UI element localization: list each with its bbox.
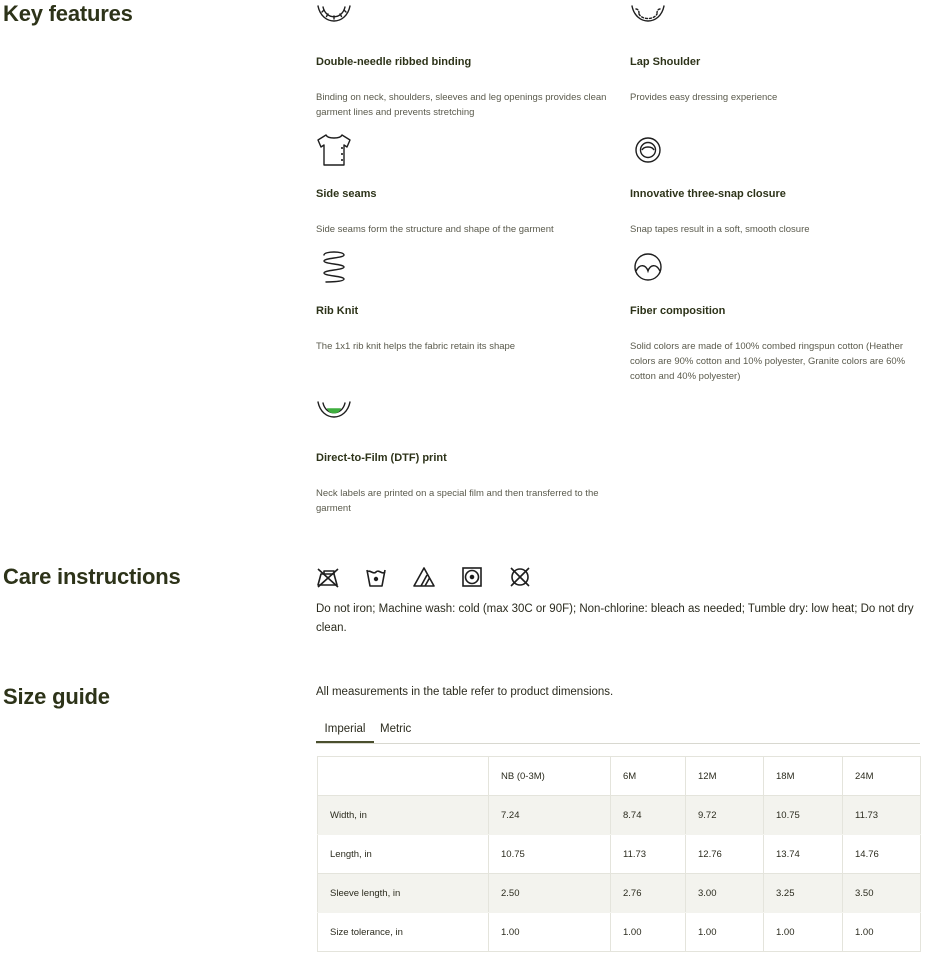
table-cell: 10.75 [489,835,611,874]
table-cell: 11.73 [843,796,921,835]
table-cell: 1.00 [489,913,611,952]
tumble-dry-low-icon [460,566,484,588]
table-cell: 1.00 [764,913,843,952]
table-cell: 9.72 [686,796,764,835]
table-cell: 14.76 [843,835,921,874]
feature-title: Rib Knit [316,305,359,317]
row-label: Size tolerance, in [318,913,489,952]
table-row [318,835,921,874]
table-row [318,874,921,913]
table-header-cell: 6M [611,757,686,796]
table-cell: 3.50 [843,874,921,913]
tab-imperial[interactable]: Imperial [316,718,374,743]
care-instructions-heading: Care instructions [3,564,181,589]
feature-title: Direct-to-Film (DTF) print [316,452,447,464]
row-label: Width, in [318,796,489,835]
row-label: Length, in [318,835,489,874]
table-header-row [318,757,921,796]
table-header-cell: 24M [843,757,921,796]
row-label: Sleeve length, in [318,874,489,913]
feature-description: Snap tapes result in a soft, smooth closure [630,224,810,235]
table-cell: 11.73 [611,835,686,874]
table-cell: 10.75 [764,796,843,835]
side-seams-icon [316,132,352,168]
table-row [318,913,921,952]
table-cell: 7.24 [489,796,611,835]
table-row [318,796,921,835]
key-features-heading: Key features [3,1,133,26]
care-icons-row [316,566,556,588]
table-cell: 3.00 [686,874,764,913]
table-cell: 13.74 [764,835,843,874]
non-chlorine-bleach-icon [412,566,436,588]
table-cell: 8.74 [611,796,686,835]
do-not-iron-icon [316,566,340,588]
size-guide-note: All measurements in the table refer to product dimensions. [316,686,614,698]
table-cell: 1.00 [611,913,686,952]
feature-title: Side seams [316,188,377,200]
dtf-print-icon [316,396,352,432]
table-cell: 2.76 [611,874,686,913]
lap-shoulder-icon [630,0,666,36]
tab-metric[interactable]: Metric [380,723,412,735]
table-header-cell: 18M [764,757,843,796]
feature-title: Innovative three-snap closure [630,188,786,200]
snap-closure-icon [630,132,666,168]
feature-description: Side seams form the structure and shape of the garment [316,224,554,235]
table-cell: 2.50 [489,874,611,913]
rib-knit-icon [316,249,352,285]
table-cell: 12.76 [686,835,764,874]
table-header-cell: NB (0-3M) [489,757,611,796]
feature-description: Solid colors are made of 100% combed ringspun cotton (Heather colors are 90% cotton and 10% polyester, Granite colors are 60% cotton and 40% polyester) [630,341,906,382]
table-cell: 1.00 [686,913,764,952]
do-not-dry-clean-icon [508,566,532,588]
feature-title: Fiber composition [630,305,726,317]
table-cell: 3.25 [764,874,843,913]
size-table [317,756,921,952]
feature-description: Binding on neck, shoulders, sleeves and leg openings provides clean garment lines and prevents stretching [316,92,607,118]
feature-description: Neck labels are printed on a special film and then transferred to the garment [316,488,599,514]
fiber-composition-icon [630,249,666,285]
feature-description: Provides easy dressing experience [630,92,778,103]
unit-tabs [316,718,920,744]
table-header-cell [318,757,489,796]
table-header-cell: 12M [686,757,764,796]
ribbed-binding-icon [316,0,352,36]
feature-title: Lap Shoulder [630,56,701,68]
feature-title: Double-needle ribbed binding [316,56,472,68]
size-guide-heading: Size guide [3,684,110,709]
machine-wash-cold-icon [364,566,388,588]
table-cell: 1.00 [843,913,921,952]
feature-description: The 1x1 rib knit helps the fabric retain its shape [316,341,516,352]
care-instructions-text: Do not iron; Machine wash: cold (max 30C or 90F); Non-chlorine: bleach as needed; Tumble dry: low heat; Do not dry clean. [316,603,914,634]
